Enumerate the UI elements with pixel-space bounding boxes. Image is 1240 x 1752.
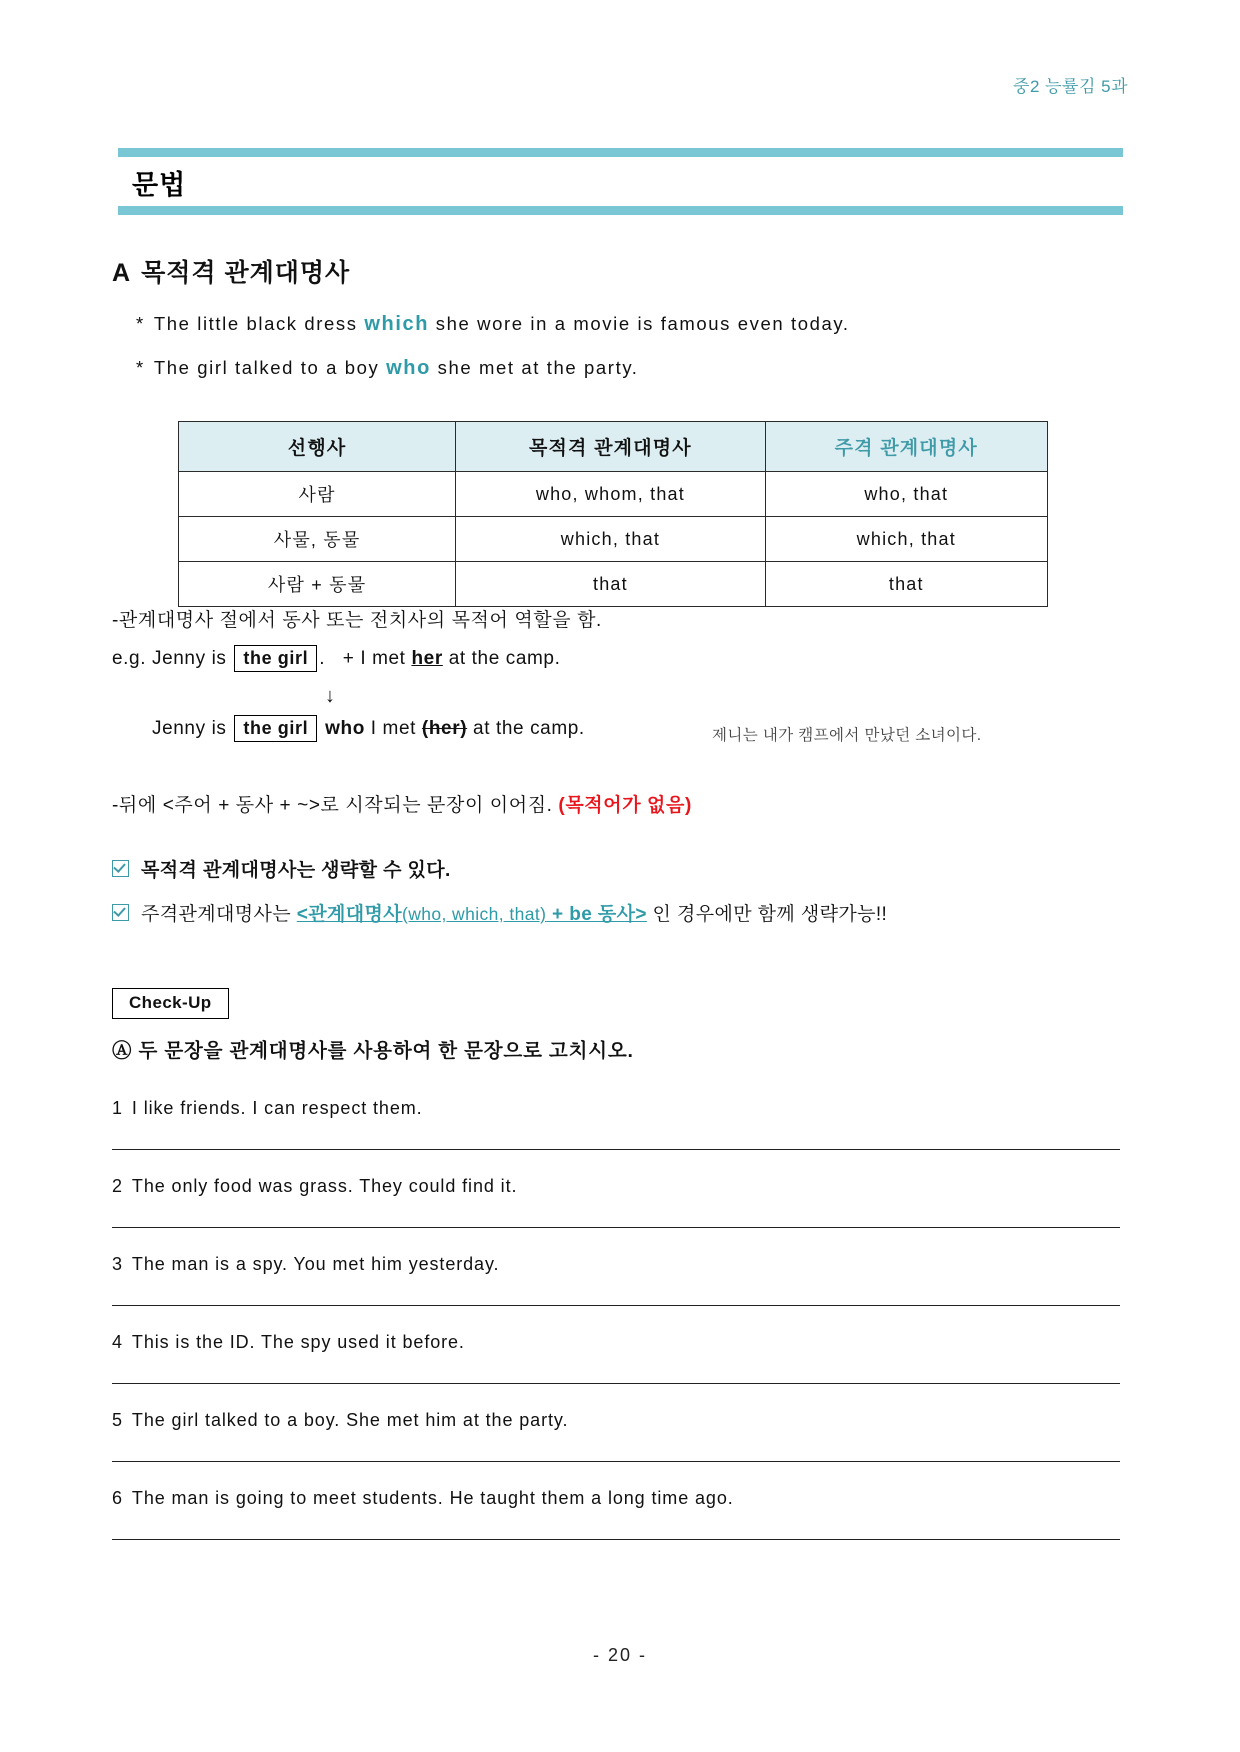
bullet-star-icon: * bbox=[136, 313, 145, 334]
tip-checklist bbox=[112, 855, 1112, 943]
table-cell: who, whom, that bbox=[456, 472, 765, 517]
eg2-clause-3: at the camp. bbox=[473, 718, 585, 739]
checked-box-icon bbox=[112, 904, 129, 921]
table-row bbox=[179, 517, 1048, 562]
question-text bbox=[112, 1176, 1122, 1227]
checked-box-icon bbox=[112, 860, 129, 877]
question-item bbox=[112, 1254, 1122, 1306]
table-cell: that bbox=[456, 562, 765, 607]
bullet-star-icon: * bbox=[136, 357, 145, 378]
eg-clause-1: Jenny is bbox=[151, 648, 227, 669]
checklist-item-2 bbox=[112, 899, 1112, 926]
question-number: 3 bbox=[112, 1254, 123, 1274]
example-2-after: she met at the party. bbox=[430, 357, 639, 378]
table-cell: 사람 bbox=[179, 472, 456, 517]
example-derivation-line-1 bbox=[112, 648, 560, 670]
checklist-item-2-label bbox=[141, 899, 887, 926]
question-text bbox=[112, 1488, 1122, 1539]
question-body: I like friends. I can respect them. bbox=[131, 1098, 423, 1118]
course-label: 중2 능률김 5과 bbox=[1013, 77, 1128, 96]
eg-clause-2: I met bbox=[360, 648, 406, 669]
answer-line[interactable] bbox=[112, 1539, 1120, 1540]
example-sentence-2 bbox=[136, 346, 1096, 390]
checklist-item-1-label: 목적격 관계대명사는 생략할 수 있다. bbox=[141, 860, 451, 881]
example-2-highlight: who bbox=[386, 357, 431, 379]
question-item bbox=[112, 1176, 1122, 1228]
checklist-item-1 bbox=[112, 855, 1112, 882]
question-body: This is the ID. The spy used it before. bbox=[131, 1332, 465, 1352]
formula-main: <관계대명사 bbox=[296, 904, 402, 925]
page-number: - 20 - bbox=[592, 1645, 647, 1665]
example-1-highlight: which bbox=[364, 313, 430, 335]
eg2-relative-pronoun: who bbox=[325, 718, 365, 739]
question-number: 4 bbox=[112, 1332, 123, 1352]
formula-tail: + be 동사> bbox=[546, 904, 647, 925]
table-header-antecedent: 선행사 bbox=[179, 422, 456, 472]
question-text bbox=[112, 1410, 1122, 1461]
question-body: The girl talked to a boy. She met him at the party. bbox=[131, 1410, 569, 1430]
check-up-tag: Check-Up bbox=[112, 988, 229, 1019]
korean-translation-gloss: 제니는 내가 캠프에서 만났던 소녀이다. bbox=[712, 727, 982, 744]
example-2-before: The girl talked to a boy bbox=[153, 357, 387, 378]
question-text bbox=[112, 1332, 1122, 1383]
table-cell: that bbox=[765, 562, 1047, 607]
example-sentence-list bbox=[136, 302, 1096, 390]
eg-object-pronoun: her bbox=[411, 648, 443, 669]
boxed-antecedent: the girl bbox=[234, 645, 317, 672]
table-cell: 사람 + 동물 bbox=[179, 562, 456, 607]
rule-2-emphasis: (목적어가 없음) bbox=[558, 795, 692, 816]
eg-period: . bbox=[319, 648, 326, 669]
example-1-before: The little black dress bbox=[153, 313, 365, 334]
checklist-2-formula bbox=[297, 904, 647, 925]
rule-2-text: -뒤에 <주어 + 동사 + ~>로 시작되는 문장이 이어짐. bbox=[112, 795, 559, 816]
answer-line[interactable] bbox=[112, 1461, 1120, 1462]
title-band-bottom-rule bbox=[118, 206, 1123, 215]
table-row bbox=[179, 562, 1048, 607]
eg2-clause-2: I met bbox=[370, 718, 417, 739]
section-a-title: 목적격 관계대명사 bbox=[141, 259, 351, 287]
question-number: 5 bbox=[112, 1410, 123, 1430]
table-cell: which, that bbox=[765, 517, 1047, 562]
question-text bbox=[112, 1098, 1122, 1149]
eg-clause-3: at the camp. bbox=[448, 648, 561, 669]
question-number: 1 bbox=[112, 1098, 123, 1118]
example-1-after: she wore in a movie is famous even today. bbox=[429, 313, 850, 334]
question-item bbox=[112, 1332, 1122, 1384]
rule-line-2 bbox=[112, 790, 692, 817]
answer-line[interactable] bbox=[112, 1383, 1120, 1384]
answer-line[interactable] bbox=[112, 1227, 1120, 1228]
question-body: The man is a spy. You met him yesterday. bbox=[131, 1254, 500, 1274]
answer-line[interactable] bbox=[112, 1305, 1120, 1306]
question-number: 6 bbox=[112, 1488, 123, 1508]
section-a-marker: A bbox=[112, 259, 132, 287]
page-title: 문법 bbox=[132, 170, 187, 200]
question-body: The man is going to meet students. He taught them a long time ago. bbox=[131, 1488, 734, 1508]
eg-plus-sign: + bbox=[342, 648, 355, 669]
table-header-subjective: 주격 관계대명사 bbox=[765, 422, 1047, 472]
table-cell: who, that bbox=[765, 472, 1047, 517]
eg-label: e.g. bbox=[112, 648, 147, 669]
answer-line[interactable] bbox=[112, 1149, 1120, 1150]
example-sentence-1 bbox=[136, 302, 1096, 346]
eg2-struck-pronoun: (her) bbox=[421, 718, 468, 739]
question-list bbox=[112, 1098, 1122, 1566]
eg2-clause-1: Jenny is bbox=[152, 718, 227, 739]
example-derivation-line-2 bbox=[152, 718, 585, 740]
checklist-2-prefix: 주격관계대명사는 bbox=[141, 904, 297, 925]
question-item bbox=[112, 1488, 1122, 1540]
title-band-top-rule bbox=[118, 148, 1123, 157]
table-cell: which, that bbox=[456, 517, 765, 562]
boxed-antecedent: the girl bbox=[234, 715, 317, 742]
table-header-row bbox=[179, 422, 1048, 472]
table-header-objective: 목적격 관계대명사 bbox=[456, 422, 765, 472]
section-a-heading bbox=[112, 253, 350, 289]
table-row bbox=[179, 472, 1048, 517]
question-body: The only food was grass. They could find it. bbox=[131, 1176, 518, 1196]
rule-line-1: -관계대명사 절에서 동사 또는 전치사의 목적어 역할을 함. bbox=[112, 610, 602, 631]
table-cell: 사물, 동물 bbox=[179, 517, 456, 562]
checklist-2-suffix: 인 경우에만 함께 생략가능!! bbox=[646, 904, 888, 925]
question-number: 2 bbox=[112, 1176, 123, 1196]
check-up-instruction: Ⓐ 두 문장을 관계대명사를 사용하여 한 문장으로 고치시오. bbox=[112, 1040, 634, 1062]
formula-paren: (who, which, that) bbox=[402, 904, 547, 924]
question-item bbox=[112, 1410, 1122, 1462]
down-arrow-icon: ↓ bbox=[325, 685, 335, 707]
title-band bbox=[118, 148, 1123, 215]
relative-pronoun-table bbox=[178, 421, 1048, 607]
question-text bbox=[112, 1254, 1122, 1305]
question-item bbox=[112, 1098, 1122, 1150]
